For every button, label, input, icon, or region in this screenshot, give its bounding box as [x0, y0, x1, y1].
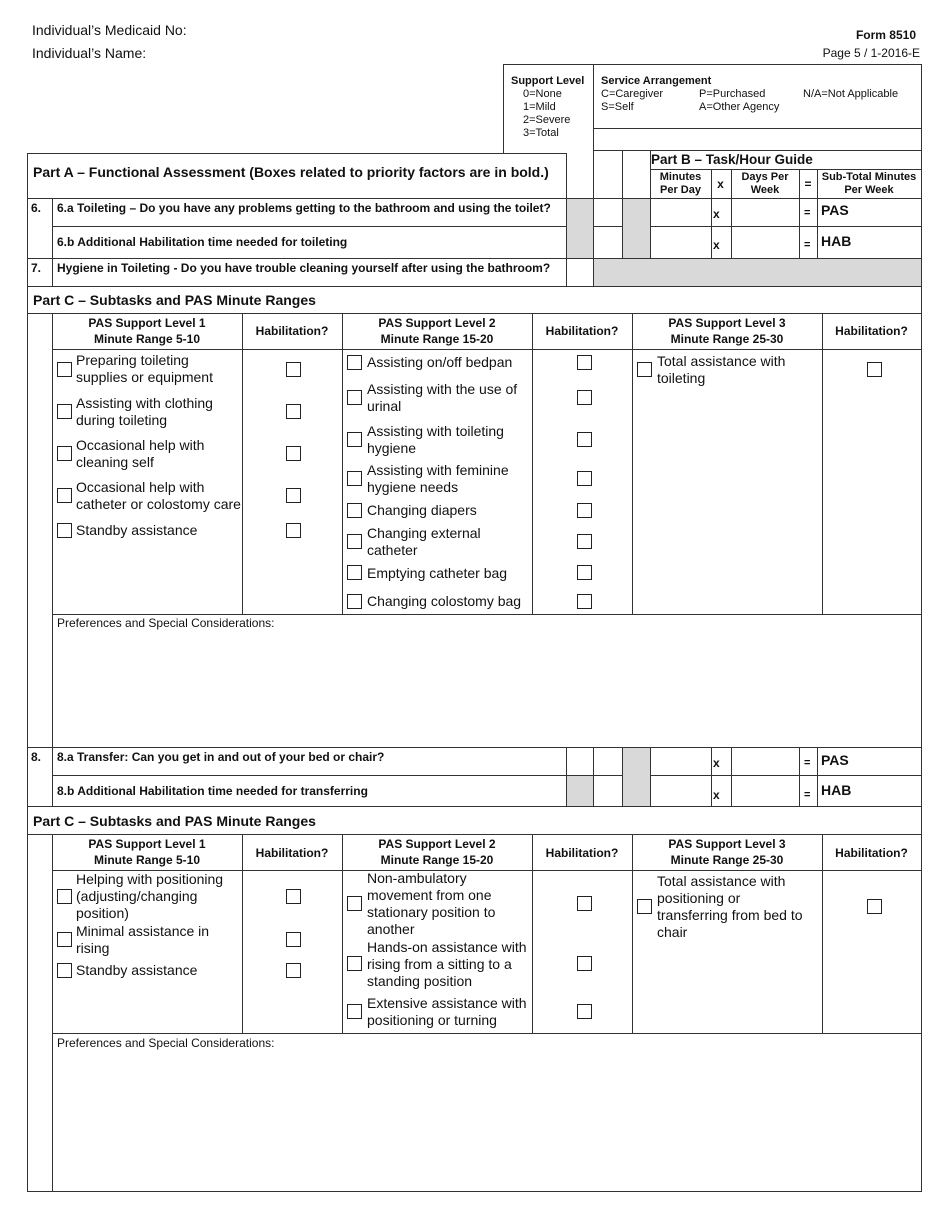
toileting-l2-checkbox-6[interactable]: [347, 534, 362, 549]
toileting-l1-option-2: Assisting with clothing during toileting: [76, 395, 213, 428]
toileting-l2-checkbox-7[interactable]: [347, 565, 362, 580]
transfer-hab1-checkbox-3[interactable]: [286, 963, 301, 978]
transfer-l1-checkbox-3[interactable]: [57, 963, 72, 978]
pas-label-6a: PAS: [821, 202, 849, 218]
support-level-shaded-6: [567, 199, 593, 258]
transfer-hab3-header: Habilitation?: [835, 846, 908, 860]
toileting-hab1-checkbox-2[interactable]: [286, 404, 301, 419]
transfer-hab2-checkbox-2[interactable]: [577, 956, 592, 971]
toileting-l1-checkbox-5[interactable]: [57, 523, 72, 538]
transfer-hab2-checkbox-1[interactable]: [577, 896, 592, 911]
transfer-hab3-checkbox-1[interactable]: [867, 899, 882, 914]
row-8-number: 8.: [31, 750, 42, 764]
individual-name-label: Individual’s Name:: [32, 45, 147, 61]
part-c-title-transfer: Part C – Subtasks and PAS Minute Ranges: [33, 813, 316, 829]
row-6-number: 6.: [31, 201, 42, 215]
toileting-level3-header: PAS Support Level 3 Minute Range 25-30: [668, 316, 786, 346]
toileting-hab1-checkbox-4[interactable]: [286, 488, 301, 503]
transfer-l1-checkbox-1[interactable]: [57, 889, 72, 904]
pas-label-8a: PAS: [821, 752, 849, 768]
support-level-shaded-8b: [567, 776, 593, 806]
support-level-3: 3=Total: [523, 127, 559, 139]
hab-label-8b: HAB: [821, 782, 852, 798]
transfer-preferences-label: Preferences and Special Considerations:: [57, 1036, 275, 1050]
toileting-l1-checkbox-2[interactable]: [57, 404, 72, 419]
equals-header: =: [804, 177, 812, 191]
toileting-l2-option-6: Changing external catheter: [367, 525, 481, 558]
toileting-l1-checkbox-4[interactable]: [57, 488, 72, 503]
part-c-title-toileting: Part C – Subtasks and PAS Minute Ranges: [33, 292, 316, 308]
page-info: Page 5 / 1-2016-E: [822, 46, 920, 60]
toileting-hab2-checkbox-5[interactable]: [577, 503, 592, 518]
transfer-question: 8.a Transfer: Can you get in and out of your bed or chair?: [57, 750, 385, 764]
toileting-habilitation-question: 6.b Additional Habilitation time needed for toileting: [57, 235, 348, 249]
service-arrangement-title: Service Arrangement: [601, 75, 712, 87]
sa-other-agency: A=Other Agency: [699, 101, 780, 113]
service-shaded-6: [623, 199, 650, 258]
toileting-hab2-checkbox-4[interactable]: [577, 471, 592, 486]
toileting-l2-checkbox-4[interactable]: [347, 471, 362, 486]
service-shaded-8: [623, 748, 650, 806]
transfer-l2-option-1: Non-ambulatory movement from one stationary position to another: [367, 870, 496, 937]
equals-8a: =: [804, 757, 811, 769]
toileting-hab2-checkbox-8[interactable]: [577, 594, 592, 609]
transfer-hab1-checkbox-1[interactable]: [286, 889, 301, 904]
toileting-l2-option-4: Assisting with feminine hygiene needs: [367, 462, 509, 495]
support-level-0: 0=None: [523, 88, 562, 100]
multiply-header: x: [717, 177, 724, 191]
toileting-hab2-checkbox-3[interactable]: [577, 432, 592, 447]
toileting-preferences-label: Preferences and Special Considerations:: [57, 616, 275, 630]
transfer-hab1-checkbox-2[interactable]: [286, 932, 301, 947]
toileting-l3-checkbox-1[interactable]: [637, 362, 652, 377]
subtotal-header: Sub-Total Minutes Per Week: [821, 171, 917, 196]
toileting-hab2-checkbox-1[interactable]: [577, 355, 592, 370]
part-b-title: Part B – Task/Hour Guide: [651, 152, 813, 167]
sa-self: S=Self: [601, 101, 634, 113]
toileting-hab1-checkbox-5[interactable]: [286, 523, 301, 538]
sa-caregiver: C=Caregiver: [601, 88, 664, 100]
toileting-hab1-checkbox-3[interactable]: [286, 446, 301, 461]
toileting-l2-checkbox-1[interactable]: [347, 355, 362, 370]
toileting-l1-option-5: Standby assistance: [76, 522, 198, 538]
toileting-l2-checkbox-8[interactable]: [347, 594, 362, 609]
toileting-l1-option-3: Occasional help with cleaning self: [76, 437, 205, 470]
toileting-l1-checkbox-1[interactable]: [57, 362, 72, 377]
toileting-l1-option-1: Preparing toileting supplies or equipment: [76, 352, 213, 385]
toileting-l2-option-3: Assisting with toileting hygiene: [367, 423, 504, 456]
transfer-l1-option-1: Helping with positioning (adjusting/changing position): [76, 871, 224, 921]
transfer-level1-header: PAS Support Level 1 Minute Range 5-10: [88, 837, 206, 867]
transfer-level3-header: PAS Support Level 3 Minute Range 25-30: [668, 837, 786, 867]
hygiene-shaded: [594, 259, 921, 286]
toileting-l2-option-1: Assisting on/off bedpan: [367, 354, 513, 370]
transfer-l1-checkbox-2[interactable]: [57, 932, 72, 947]
transfer-habilitation-question: 8.b Additional Habilitation time needed for transferring: [57, 784, 368, 798]
toileting-l2-checkbox-5[interactable]: [347, 503, 362, 518]
toileting-hab2-checkbox-6[interactable]: [577, 534, 592, 549]
transfer-hab1-header: Habilitation?: [255, 846, 329, 860]
form-number: Form 8510: [855, 28, 916, 42]
sa-purchased: P=Purchased: [699, 88, 766, 100]
transfer-l1-option-3: Standby assistance: [76, 962, 198, 978]
support-level-1: 1=Mild: [523, 101, 556, 113]
transfer-l2-checkbox-3[interactable]: [347, 1004, 362, 1019]
equals-6b: =: [804, 239, 811, 251]
days-per-week-header: Days Per Week: [741, 171, 789, 196]
toileting-l2-checkbox-3[interactable]: [347, 432, 362, 447]
toileting-hab3-checkbox-1[interactable]: [867, 362, 882, 377]
toileting-question: 6.a Toileting – Do you have any problems getting to the bathroom and using the toilet?: [57, 201, 551, 215]
transfer-l3-checkbox-1[interactable]: [637, 899, 652, 914]
multiply-6b: x: [713, 238, 720, 252]
transfer-l2-checkbox-1[interactable]: [347, 896, 362, 911]
toileting-l2-option-5: Changing diapers: [367, 502, 477, 518]
toileting-l1-checkbox-3[interactable]: [57, 446, 72, 461]
part-a-title: Part A – Functional Assessment (Boxes related to priority factors are in bold.): [33, 164, 549, 180]
equals-6a: =: [804, 207, 811, 219]
transfer-l2-option-3: Extensive assistance with positioning or turning: [367, 995, 527, 1028]
transfer-l2-checkbox-2[interactable]: [347, 956, 362, 971]
support-level-title: Support Level: [511, 75, 585, 87]
hab-label-6b: HAB: [821, 233, 852, 249]
row-7-number: 7.: [31, 261, 42, 275]
toileting-hab1-checkbox-1[interactable]: [286, 362, 301, 377]
toileting-hab2-checkbox-2[interactable]: [577, 390, 592, 405]
equals-8b: =: [804, 789, 811, 801]
hygiene-question: Hygiene in Toileting - Do you have trouble cleaning yourself after using the bathroom?: [57, 261, 551, 275]
medicaid-number-label: Individual’s Medicaid No:: [32, 22, 187, 38]
toileting-level1-header: PAS Support Level 1 Minute Range 5-10: [88, 316, 206, 346]
transfer-hab2-header: Habilitation?: [545, 846, 619, 860]
multiply-8b: x: [713, 788, 720, 802]
transfer-level2-header: PAS Support Level 2 Minute Range 15-20: [378, 837, 496, 867]
transfer-l2-option-2: Hands-on assistance with rising from a sitting to a standing position: [367, 939, 527, 989]
multiply-6a: x: [713, 207, 720, 221]
sa-not-applicable: N/A=Not Applicable: [803, 88, 899, 100]
support-level-2: 2=Severe: [523, 114, 571, 126]
toileting-l3-option-1: Total assistance with toileting: [657, 353, 786, 386]
toileting-l2-option-2: Assisting with the use of urinal: [367, 381, 518, 414]
toileting-l2-option-8: Changing colostomy bag: [367, 593, 522, 609]
toileting-l1-option-4: Occasional help with catheter or colostomy care: [76, 479, 241, 512]
toileting-hab2-header: Habilitation?: [545, 324, 619, 338]
minutes-per-day-header: Minutes Per Day: [659, 171, 702, 196]
transfer-hab2-checkbox-3[interactable]: [577, 1004, 592, 1019]
toileting-hab3-header: Habilitation?: [835, 324, 908, 338]
toileting-l2-option-7: Emptying catheter bag: [367, 565, 508, 581]
multiply-8a: x: [713, 756, 720, 770]
toileting-l2-checkbox-2[interactable]: [347, 390, 362, 405]
toileting-hab2-checkbox-7[interactable]: [577, 565, 592, 580]
toileting-hab1-header: Habilitation?: [255, 324, 329, 338]
toileting-level2-header: PAS Support Level 2 Minute Range 15-20: [378, 316, 496, 346]
transfer-l3-option-1: Total assistance with positioning or transferring from bed to chair: [657, 873, 803, 940]
transfer-l1-option-2: Minimal assistance in rising: [76, 923, 210, 956]
